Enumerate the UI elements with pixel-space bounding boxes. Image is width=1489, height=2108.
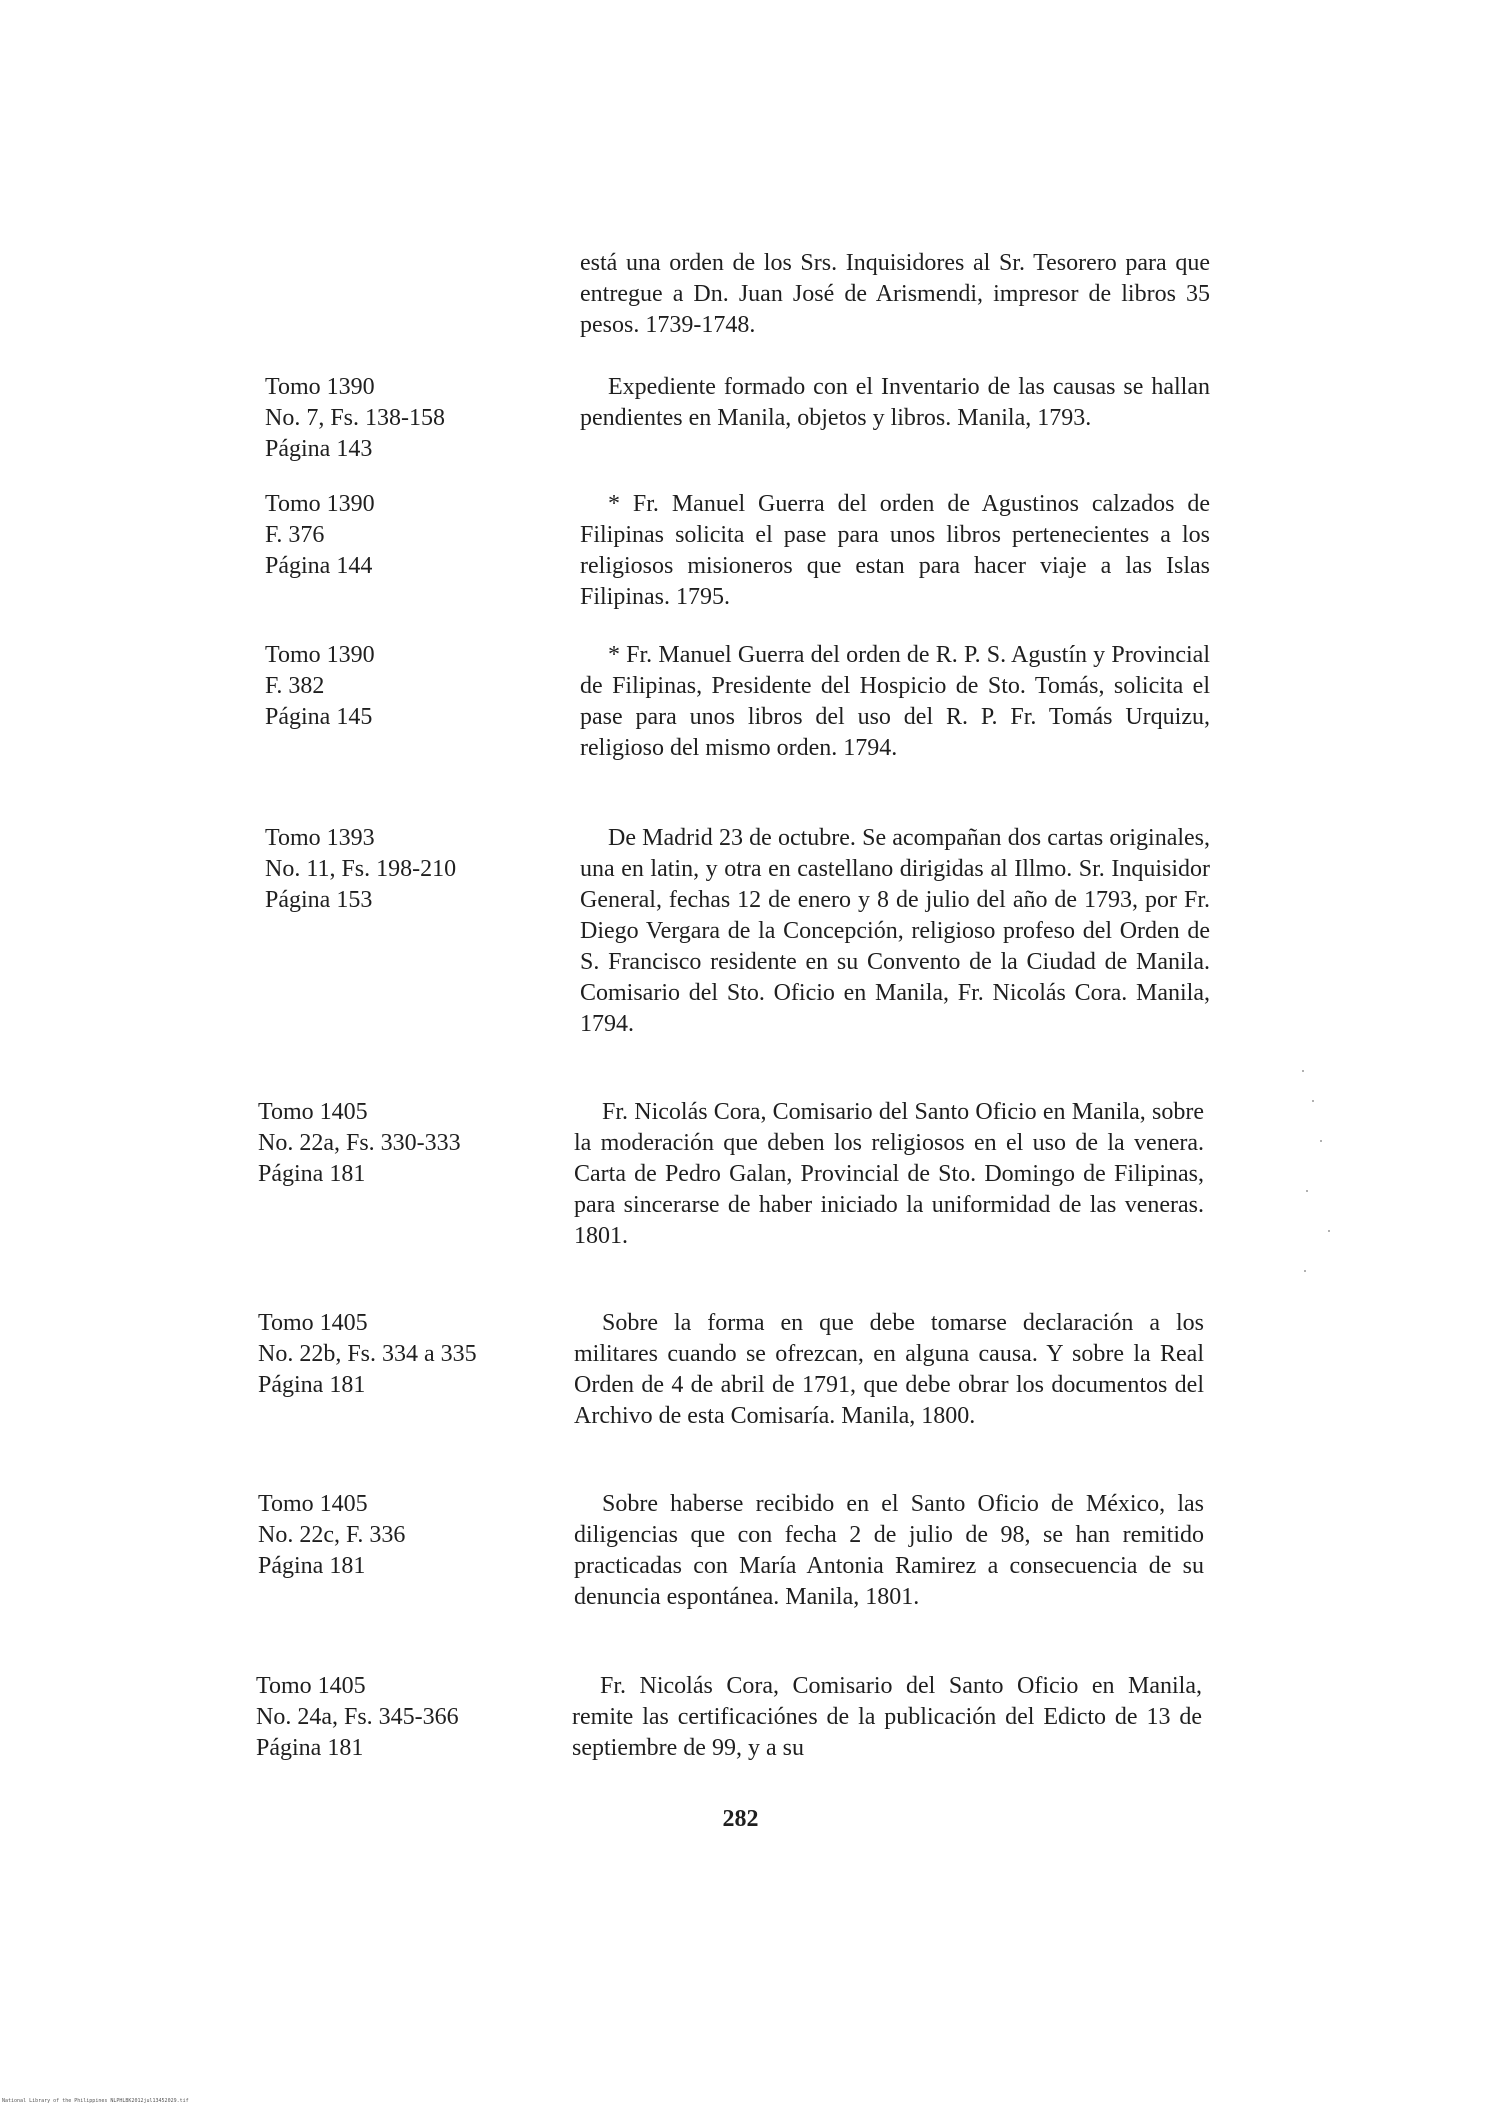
entry-description: Sobre haberse recibido en el Santo Oficio de México, las diligencias que con fecha 2 de julio de 98, se han remitido practicadas con María Antonia Ramirez a consecuencia de su denuncia espontánea. Manila, 1801.	[574, 1491, 1204, 1610]
reference-folio: F. 382	[265, 673, 325, 699]
reference-tomo: Tomo 1390	[265, 642, 375, 668]
reference-tomo: Tomo 1405	[258, 1099, 368, 1125]
entry-description: Fr. Nicolás Cora, Comisario del Santo Oficio en Manila, sobre la moderación que deben los religiosos en el uso de la venera. Carta de Pedro Galan, Provincial de Sto. Domingo de Filipinas, para sincerarse de haber iniciado la uniformidad de las veneras. 1801.	[574, 1099, 1204, 1249]
reference-folio: No. 22a, Fs. 330-333	[258, 1130, 461, 1156]
reference-pagina: Página 145	[265, 704, 373, 730]
reference-pagina: Página 181	[258, 1161, 366, 1187]
reference-folio: No. 22b, Fs. 334 a 335	[258, 1341, 477, 1367]
reference-pagina: Página 181	[258, 1553, 366, 1579]
reference-block	[256, 1671, 556, 1764]
reference-tomo: Tomo 1405	[258, 1310, 368, 1336]
intro-paragraph: está una orden de los Srs. Inquisidores al Sr. Tesorero para que entregue a Dn. Juan José de Arismendi, impresor de libros 35 pesos. 1739-1748.	[580, 250, 1210, 338]
reference-pagina: Página 143	[265, 436, 373, 462]
reference-folio: No. 7, Fs. 138-158	[265, 405, 446, 431]
reference-folio: No. 24a, Fs. 345-366	[256, 1704, 459, 1730]
reference-tomo: Tomo 1393	[265, 825, 375, 851]
reference-block	[258, 1489, 558, 1582]
entry-description: Expediente formado con el Inventario de las causas se hallan pendientes en Manila, objetos y libros. Manila, 1793.	[580, 374, 1210, 431]
reference-block	[265, 640, 565, 733]
reference-pagina: Página 181	[258, 1372, 366, 1398]
reference-block	[258, 1097, 558, 1190]
reference-folio: F. 376	[265, 522, 325, 548]
entry-description: * Fr. Manuel Guerra del orden de Agustinos calzados de Filipinas solicita el pase para unos libros pertenecientes a los religiosos misioneros que estan para hacer viaje a las Islas Filipinas. 1795.	[580, 491, 1210, 610]
reference-folio: No. 11, Fs. 198-210	[265, 856, 457, 882]
reference-pagina: Página 181	[256, 1735, 364, 1761]
reference-block	[265, 823, 565, 916]
reference-block	[265, 372, 565, 465]
entry-description: Sobre la forma en que debe tomarse declaración a los militares cuando se ofrezcan, en alguna causa. Y sobre la Real Orden de 4 de abril de 1791, que debe obrar los documentos del Archivo de esta Comisaría. Manila, 1800.	[574, 1310, 1204, 1429]
entry-description: * Fr. Manuel Guerra del orden de R. P. S. Agustín y Provincial de Filipinas, Presidente del Hospicio de Sto. Tomás, solicita el pase para unos libros del uso del R. P. Fr. Tomás Urquizu, religioso del mismo orden. 1794.	[580, 642, 1210, 761]
reference-pagina: Página 144	[265, 553, 373, 579]
page-number-label: 282	[722, 1806, 759, 1832]
reference-tomo: Tomo 1405	[258, 1491, 368, 1517]
reference-tomo: Tomo 1405	[256, 1673, 366, 1699]
reference-folio: No. 22c, F. 336	[258, 1522, 406, 1548]
page-number	[0, 1806, 1489, 1833]
scan-footer-note: National Library of the Philippines NLPHLBK2012jul13452029.tif	[2, 2098, 189, 2104]
scan-specks	[1300, 1060, 1340, 1300]
entry-description: De Madrid 23 de octubre. Se acompañan dos cartas originales, una en latin, y otra en castellano dirigidas al Illmo. Sr. Inquisidor General, fechas 12 de enero y 8 de julio del año de 1793, por Fr. Diego Vergara de la Concepción, religioso profeso del Orden de S. Francisco residente en su Convento de la Ciudad de Manila. Comisario del Sto. Oficio en Manila, Fr. Nicolás Cora. Manila, 1794.	[580, 825, 1210, 1037]
reference-pagina: Página 153	[265, 887, 373, 913]
reference-block	[265, 489, 565, 582]
entry-description: Fr. Nicolás Cora, Comisario del Santo Oficio en Manila, remite las certificaciónes de la publicación del Edicto de 13 de septiembre de 99, y a su	[572, 1673, 1202, 1761]
reference-block	[258, 1308, 558, 1401]
reference-tomo: Tomo 1390	[265, 374, 375, 400]
reference-tomo: Tomo 1390	[265, 491, 375, 517]
